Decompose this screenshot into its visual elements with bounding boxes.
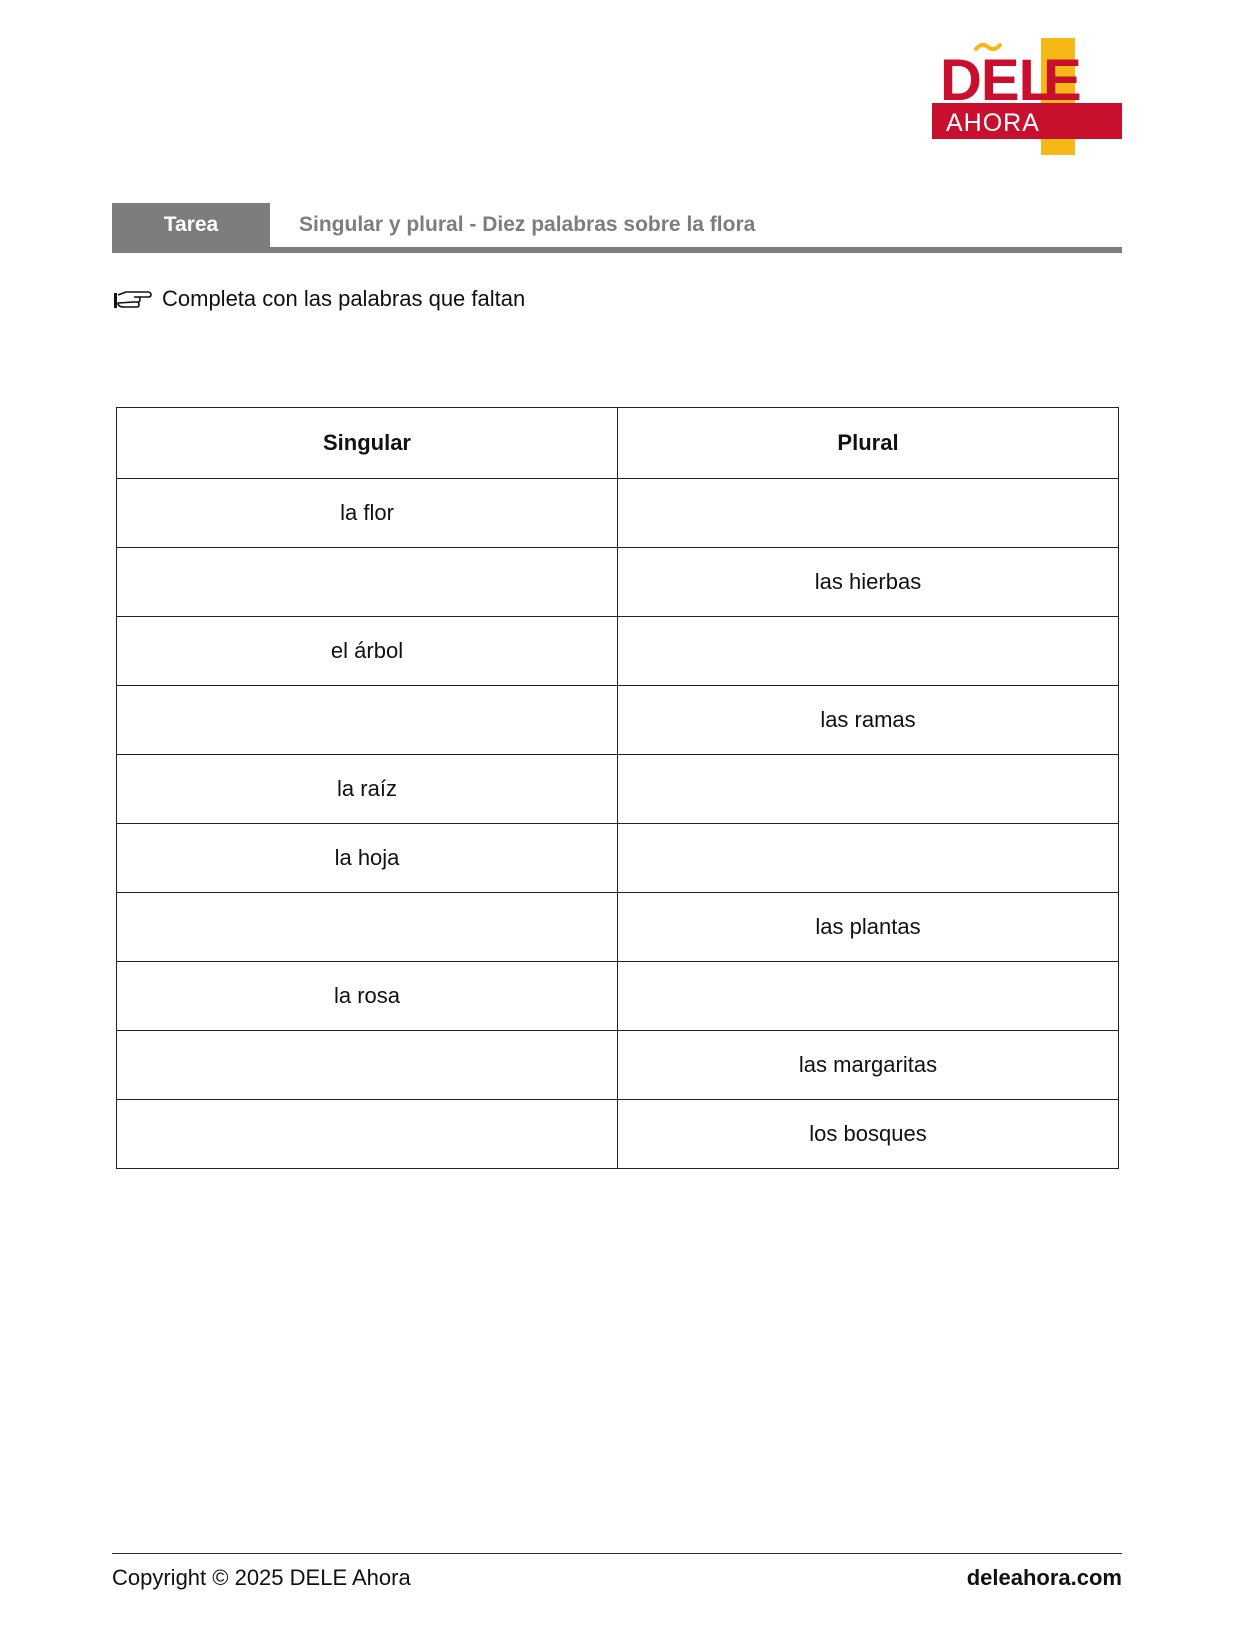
singular-cell-blank[interactable] xyxy=(117,1031,618,1100)
instruction-text: Completa con las palabras que faltan xyxy=(162,286,526,311)
plural-cell-blank[interactable] xyxy=(618,617,1119,686)
svg-text:DEL: DEL xyxy=(940,48,1053,113)
svg-text:AHORA: AHORA xyxy=(946,109,1040,137)
plural-cell: las plantas xyxy=(618,893,1119,962)
task-header xyxy=(112,203,1122,253)
plural-cell-blank[interactable] xyxy=(618,962,1119,1031)
plural-cell-blank[interactable] xyxy=(618,755,1119,824)
plural-cell: los bosques xyxy=(618,1100,1119,1169)
singular-cell: la flor xyxy=(117,479,618,548)
plural-cell-blank[interactable] xyxy=(618,479,1119,548)
plural-cell: las hierbas xyxy=(618,548,1119,617)
footer-copyright: Copyright © 2025 DELE Ahora xyxy=(112,1565,411,1590)
task-header-rule xyxy=(112,247,1122,253)
table-row xyxy=(117,824,1119,893)
singular-cell-blank[interactable] xyxy=(117,548,618,617)
pointing-hand-icon xyxy=(112,286,152,312)
singular-cell: la hoja xyxy=(117,824,618,893)
table-row xyxy=(117,1031,1119,1100)
footer-divider xyxy=(112,1553,1122,1554)
task-title: Singular y plural - Diez palabras sobre la flora xyxy=(299,213,756,236)
singular-cell-blank[interactable] xyxy=(117,1100,618,1169)
plural-cell-blank[interactable] xyxy=(618,824,1119,893)
singular-cell-blank[interactable] xyxy=(117,893,618,962)
table-row xyxy=(117,893,1119,962)
table-row xyxy=(117,617,1119,686)
svg-text:E: E xyxy=(1043,48,1082,113)
table-row xyxy=(117,548,1119,617)
singular-plural-table xyxy=(116,407,1119,1169)
plural-cell: las ramas xyxy=(618,686,1119,755)
plural-cell: las margaritas xyxy=(618,1031,1119,1100)
table-row xyxy=(117,755,1119,824)
column-header-singular: Singular xyxy=(117,408,618,479)
column-header-plural: Plural xyxy=(618,408,1119,479)
instruction xyxy=(112,282,525,316)
table-row xyxy=(117,479,1119,548)
task-tag: Tarea xyxy=(112,203,270,247)
singular-cell-blank[interactable] xyxy=(117,686,618,755)
footer-site-link[interactable]: deleahora.com xyxy=(966,1565,1122,1590)
dele-ahora-logo xyxy=(932,30,1122,160)
singular-cell: la rosa xyxy=(117,962,618,1031)
table-row xyxy=(117,686,1119,755)
singular-cell: el árbol xyxy=(117,617,618,686)
singular-cell: la raíz xyxy=(117,755,618,824)
table-header-row xyxy=(117,408,1119,479)
table-row xyxy=(117,962,1119,1031)
table-row xyxy=(117,1100,1119,1169)
